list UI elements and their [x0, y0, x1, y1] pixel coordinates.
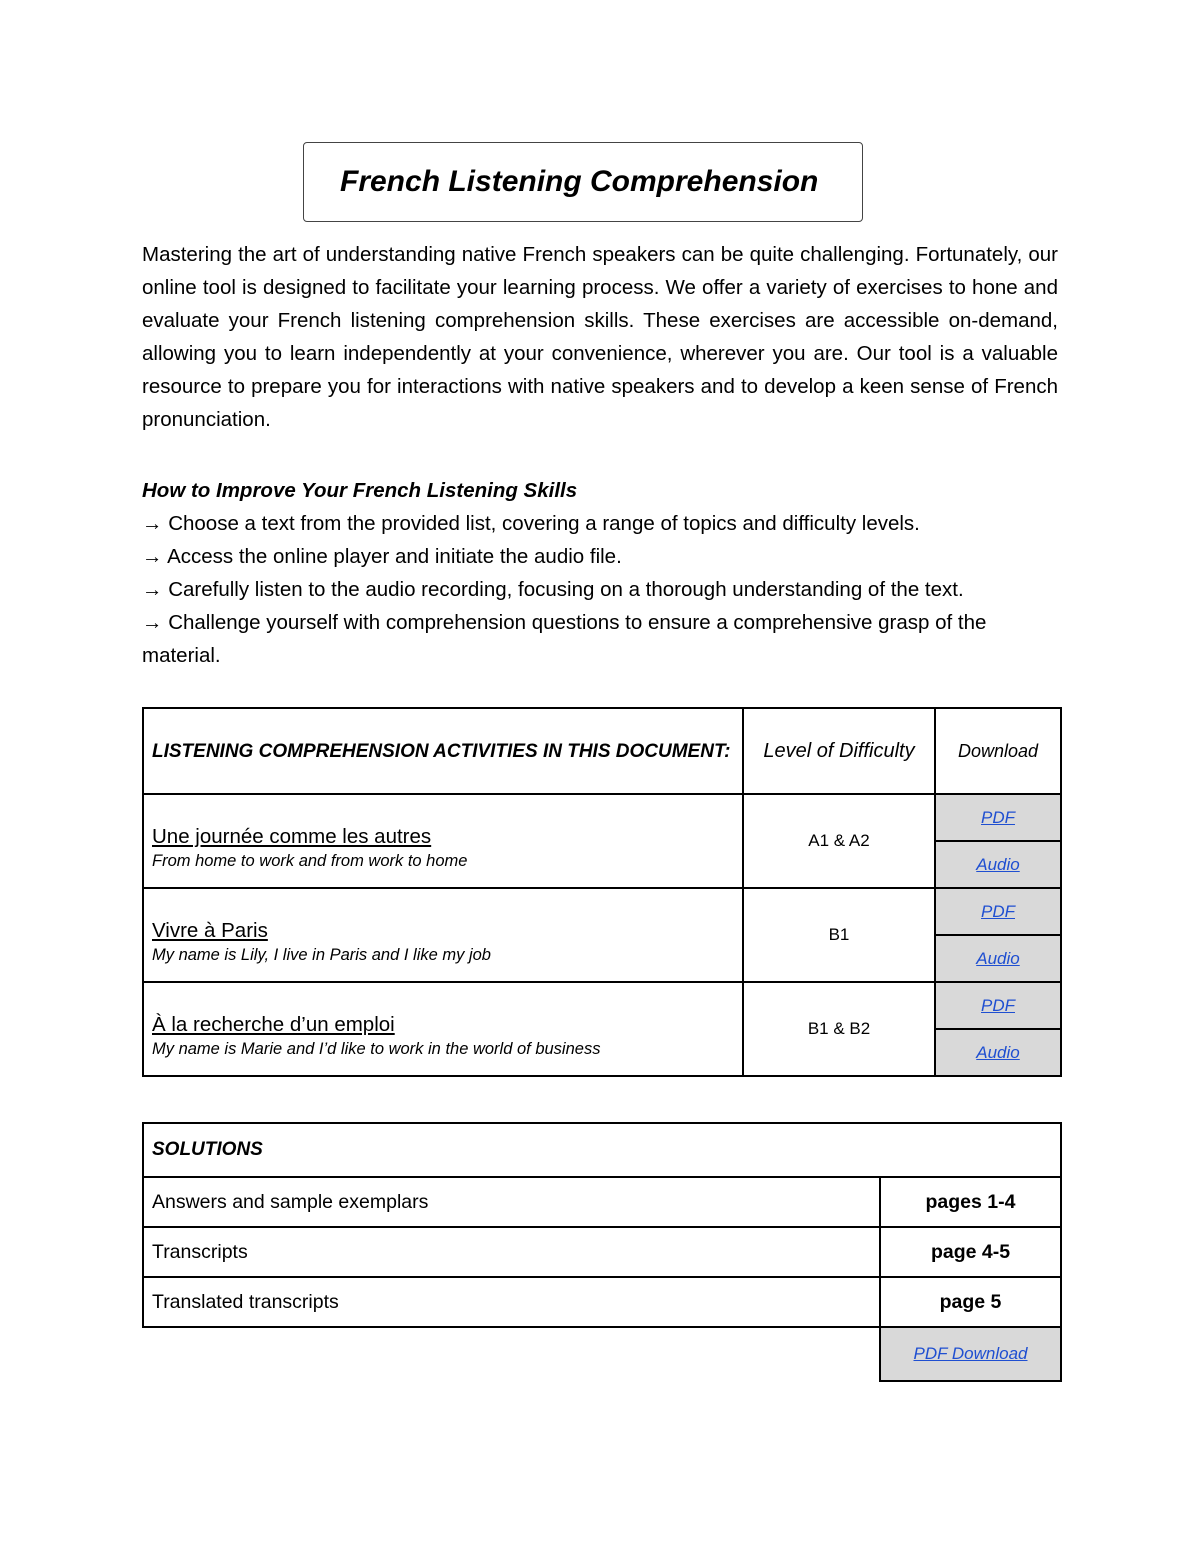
solutions-row: [143, 1177, 1061, 1227]
audio-link[interactable]: Audio: [976, 854, 1020, 874]
title-box: [303, 142, 863, 222]
pdf-download-row: [143, 1327, 1061, 1381]
howto-step: → Access the online player and initiate the audio file.: [142, 545, 622, 568]
activities-header-row: [143, 708, 1061, 794]
solutions-label: Transcripts: [143, 1227, 880, 1277]
howto-step: → Challenge yourself with comprehension questions to ensure a comprehensive grasp of the material.: [142, 611, 987, 667]
audio-cell: [935, 935, 1061, 982]
activity-title[interactable]: À la recherche d’un emploi: [152, 1013, 395, 1036]
activity-row: [143, 794, 1061, 841]
howto-heading: How to Improve Your French Listening Skills: [142, 479, 578, 502]
pdf-link[interactable]: PDF: [981, 807, 1015, 827]
solutions-label: Translated transcripts: [143, 1277, 880, 1327]
activity-description: From home to work and from work to home: [152, 852, 468, 870]
activity-description: My name is Lily, I live in Paris and I like my job: [152, 946, 491, 964]
pdf-download-cell: [880, 1327, 1061, 1381]
activities-header-title: LISTENING COMPREHENSION ACTIVITIES IN THIS DOCUMENT:: [143, 708, 743, 794]
howto-step: → Carefully listen to the audio recording, focusing on a thorough understanding of the text.: [142, 578, 964, 601]
activity-info: [143, 794, 743, 888]
blank-cell: [143, 1327, 880, 1381]
solutions-pages: page 5: [880, 1277, 1061, 1327]
audio-cell: [935, 841, 1061, 888]
audio-cell: [935, 1029, 1061, 1076]
audio-link[interactable]: Audio: [976, 948, 1020, 968]
audio-link[interactable]: Audio: [976, 1042, 1020, 1062]
pdf-cell: [935, 794, 1061, 841]
activity-level: A1 & A2: [743, 794, 935, 888]
activity-info: [143, 888, 743, 982]
activity-info: [143, 982, 743, 1076]
solutions-label: Answers and sample exemplars: [143, 1177, 880, 1227]
pdf-link[interactable]: PDF: [981, 901, 1015, 921]
page-title: French Listening Comprehension: [340, 165, 819, 198]
solutions-row: [143, 1227, 1061, 1277]
pdf-cell: [935, 982, 1061, 1029]
activity-row: [143, 888, 1061, 935]
activity-row: [143, 982, 1061, 1029]
solutions-header-row: [143, 1123, 1061, 1177]
pdf-link[interactable]: PDF: [981, 995, 1015, 1015]
activity-level: B1: [743, 888, 935, 982]
activity-title[interactable]: Vivre à Paris: [152, 919, 268, 942]
intro-paragraph: Mastering the art of understanding native French speakers can be quite challenging. Fortunately, our online tool is designed to facilitate your learning process. We offer a variety of exercises to hone and evaluate your French listening comprehension skills. These exercises are accessible on-demand, allowing you to learn independently at your convenience, wherever you are. Our tool is a valuable resource to prepare you for interactions with native speakers and to develop a keen sense of French pronunciation.: [142, 243, 1058, 431]
solutions-heading: SOLUTIONS: [143, 1123, 1061, 1177]
solutions-row: [143, 1277, 1061, 1327]
pdf-download-link[interactable]: PDF Download: [913, 1344, 1028, 1363]
solutions-pages: pages 1-4: [880, 1177, 1061, 1227]
download-header: Download: [935, 708, 1061, 794]
activity-description: My name is Marie and I’d like to work in the world of business: [152, 1040, 601, 1058]
activity-title[interactable]: Une journée comme les autres: [152, 825, 432, 848]
pdf-cell: [935, 888, 1061, 935]
activity-level: B1 & B2: [743, 982, 935, 1076]
howto-step: → Choose a text from the provided list, covering a range of topics and difficulty levels.: [142, 512, 920, 535]
solutions-table: [142, 1122, 1062, 1382]
solutions-pages: page 4-5: [880, 1227, 1061, 1277]
howto-section: [142, 474, 1058, 672]
level-header: Level of Difficulty: [743, 708, 935, 794]
activities-table: [142, 707, 1062, 1077]
